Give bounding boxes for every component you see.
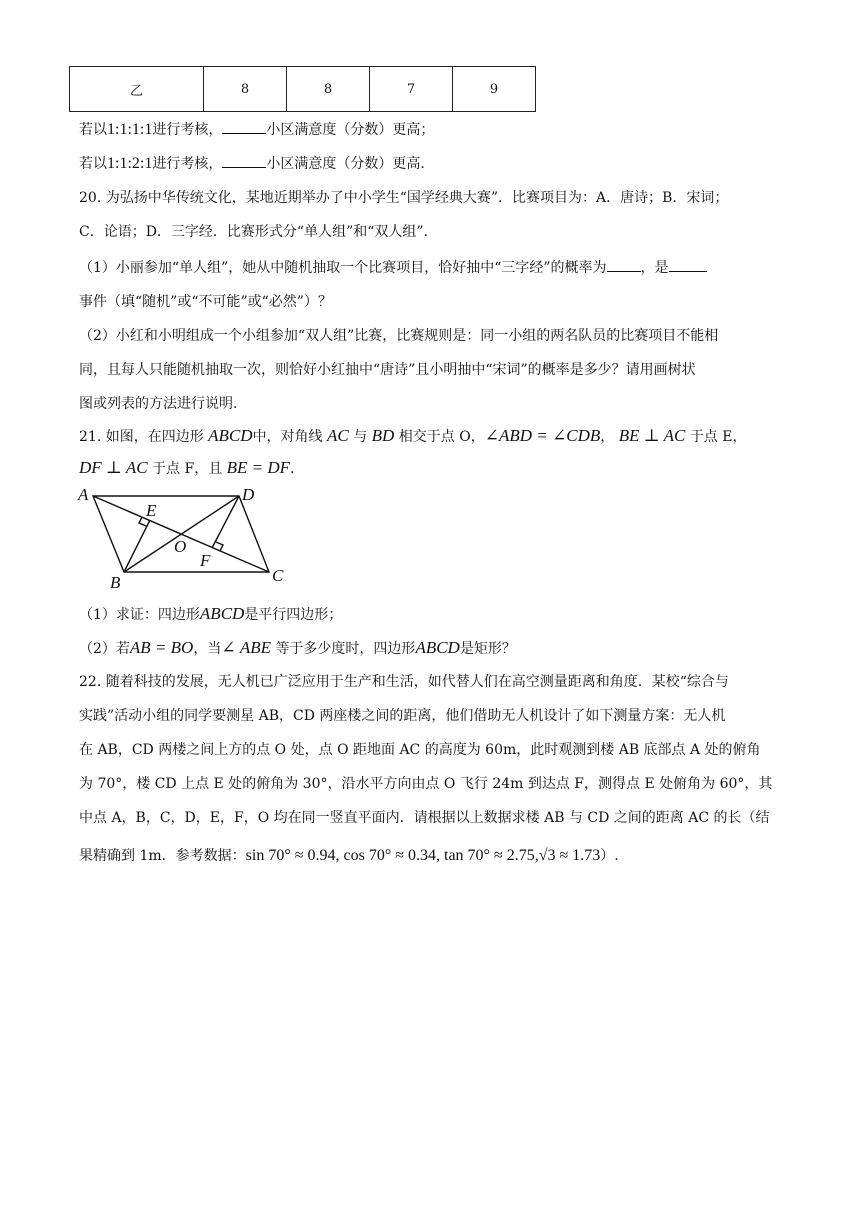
- label-o: O: [174, 537, 187, 556]
- q20-part-1-cont: 事件（填“随机”或“不可能”或“必然”）？: [79, 294, 332, 310]
- q22-line-1: 22. 随着科技的发展，无人机已广泛应用于生产和生活，如代替人们在高空测量距离和角度．某校“综合与: [79, 674, 729, 690]
- q21-part-2: （2）若AB = BO，当∠ ABE 等于多少度时，四边形ABCD是矩形？: [79, 638, 516, 657]
- label-e: E: [146, 501, 157, 520]
- q20-part-2-line-2: 同，且每人只能随机抽取一次，则恰好小红抽中“唐诗”且小明抽中“宋词”的概率是多少？请用画树状: [79, 362, 696, 378]
- q21-part-1: （1）求证：四边形ABCD是平行四边形；: [79, 604, 343, 623]
- q20-part-1: （1）小丽参加“单人组”，她从中随机抽取一个比赛项目，恰好抽中“三字经”的概率为 ，是: [79, 258, 707, 278]
- table-cell: 乙: [70, 67, 204, 112]
- score-table: [69, 66, 536, 112]
- segment-df: [212, 496, 239, 548]
- q20-part-2-line-3: 图或列表的方法进行说明．: [79, 396, 247, 412]
- q20-line-1: 20. 为弘扬中华传统文化，某地近期举办了中小学生“国学经典大赛”．比赛项目为：A．唐诗；B．宋词；: [79, 190, 729, 206]
- q20-part-2-line-1: （2）小红和小明组成一个小组参加“双人组”比赛，比赛规则是：同一小组的两名队员的比赛项目不能相: [79, 328, 719, 344]
- q22-line-5: 中点 A，B，C，D，E，F，O 均在同一竖直平面内．请根据以上数据求楼 AB 与 CD 之间的距离 AC 的长（结: [79, 810, 770, 826]
- label-c: C: [272, 566, 284, 585]
- label-f: F: [200, 551, 211, 570]
- table-cell: 9: [453, 67, 536, 112]
- q20-line-2: C．论语；D．三字经．比赛形式分“单人组”和“双人组”．: [79, 224, 438, 240]
- q19-line-1: 若以1:1:1:1进行考核， 小区满意度（分数）更高；: [79, 121, 435, 138]
- diagonal-bd: [124, 496, 239, 572]
- q22-line-2: 实践”活动小组的同学要测星 AB，CD 两座楼之间的距离，他们借助无人机设计了如下测量方案：无人机: [79, 708, 726, 724]
- q22-line-4: 为 70°，楼 CD 上点 E 处的俯角为 30°，沿水平方向由点 O 飞行 24m 到达点 F，测得点 E 处俯角为 60°，其: [79, 776, 773, 792]
- parallelogram-figure: [76, 486, 296, 590]
- table-cell: 7: [370, 67, 453, 112]
- q21-line-2: DF ⊥ AC 于点 F，且 BE = DF．: [79, 458, 305, 477]
- q21-line-1: 21. 如图，在四边形 ABCD中，对角线 AC 与 BD 相交于点 O，∠ABD = ∠CDB， BE ⊥ AC 于点 E，: [79, 426, 747, 445]
- label-d: D: [242, 486, 255, 504]
- table-cell: 8: [204, 67, 287, 112]
- q22-line-3: 在 AB，CD 两楼之间上方的点 O 处，点 O 距地面 AC 的高度为 60m，此时观测到楼 AB 底部点 A 处的俯角: [79, 742, 761, 758]
- q22-line-6: 果精确到 1m．参考数据：sin 70° ≈ 0.94, cos 70° ≈ 0.34, tan 70° ≈ 2.75,√3 ≈ 1.73）.: [79, 847, 619, 864]
- q19-line-2: 若以1:1:2:1进行考核， 小区满意度（分数）更高.: [79, 155, 425, 172]
- label-a: A: [78, 486, 89, 504]
- table-row: [70, 67, 536, 112]
- label-b: B: [110, 573, 121, 590]
- table-cell: 8: [287, 67, 370, 112]
